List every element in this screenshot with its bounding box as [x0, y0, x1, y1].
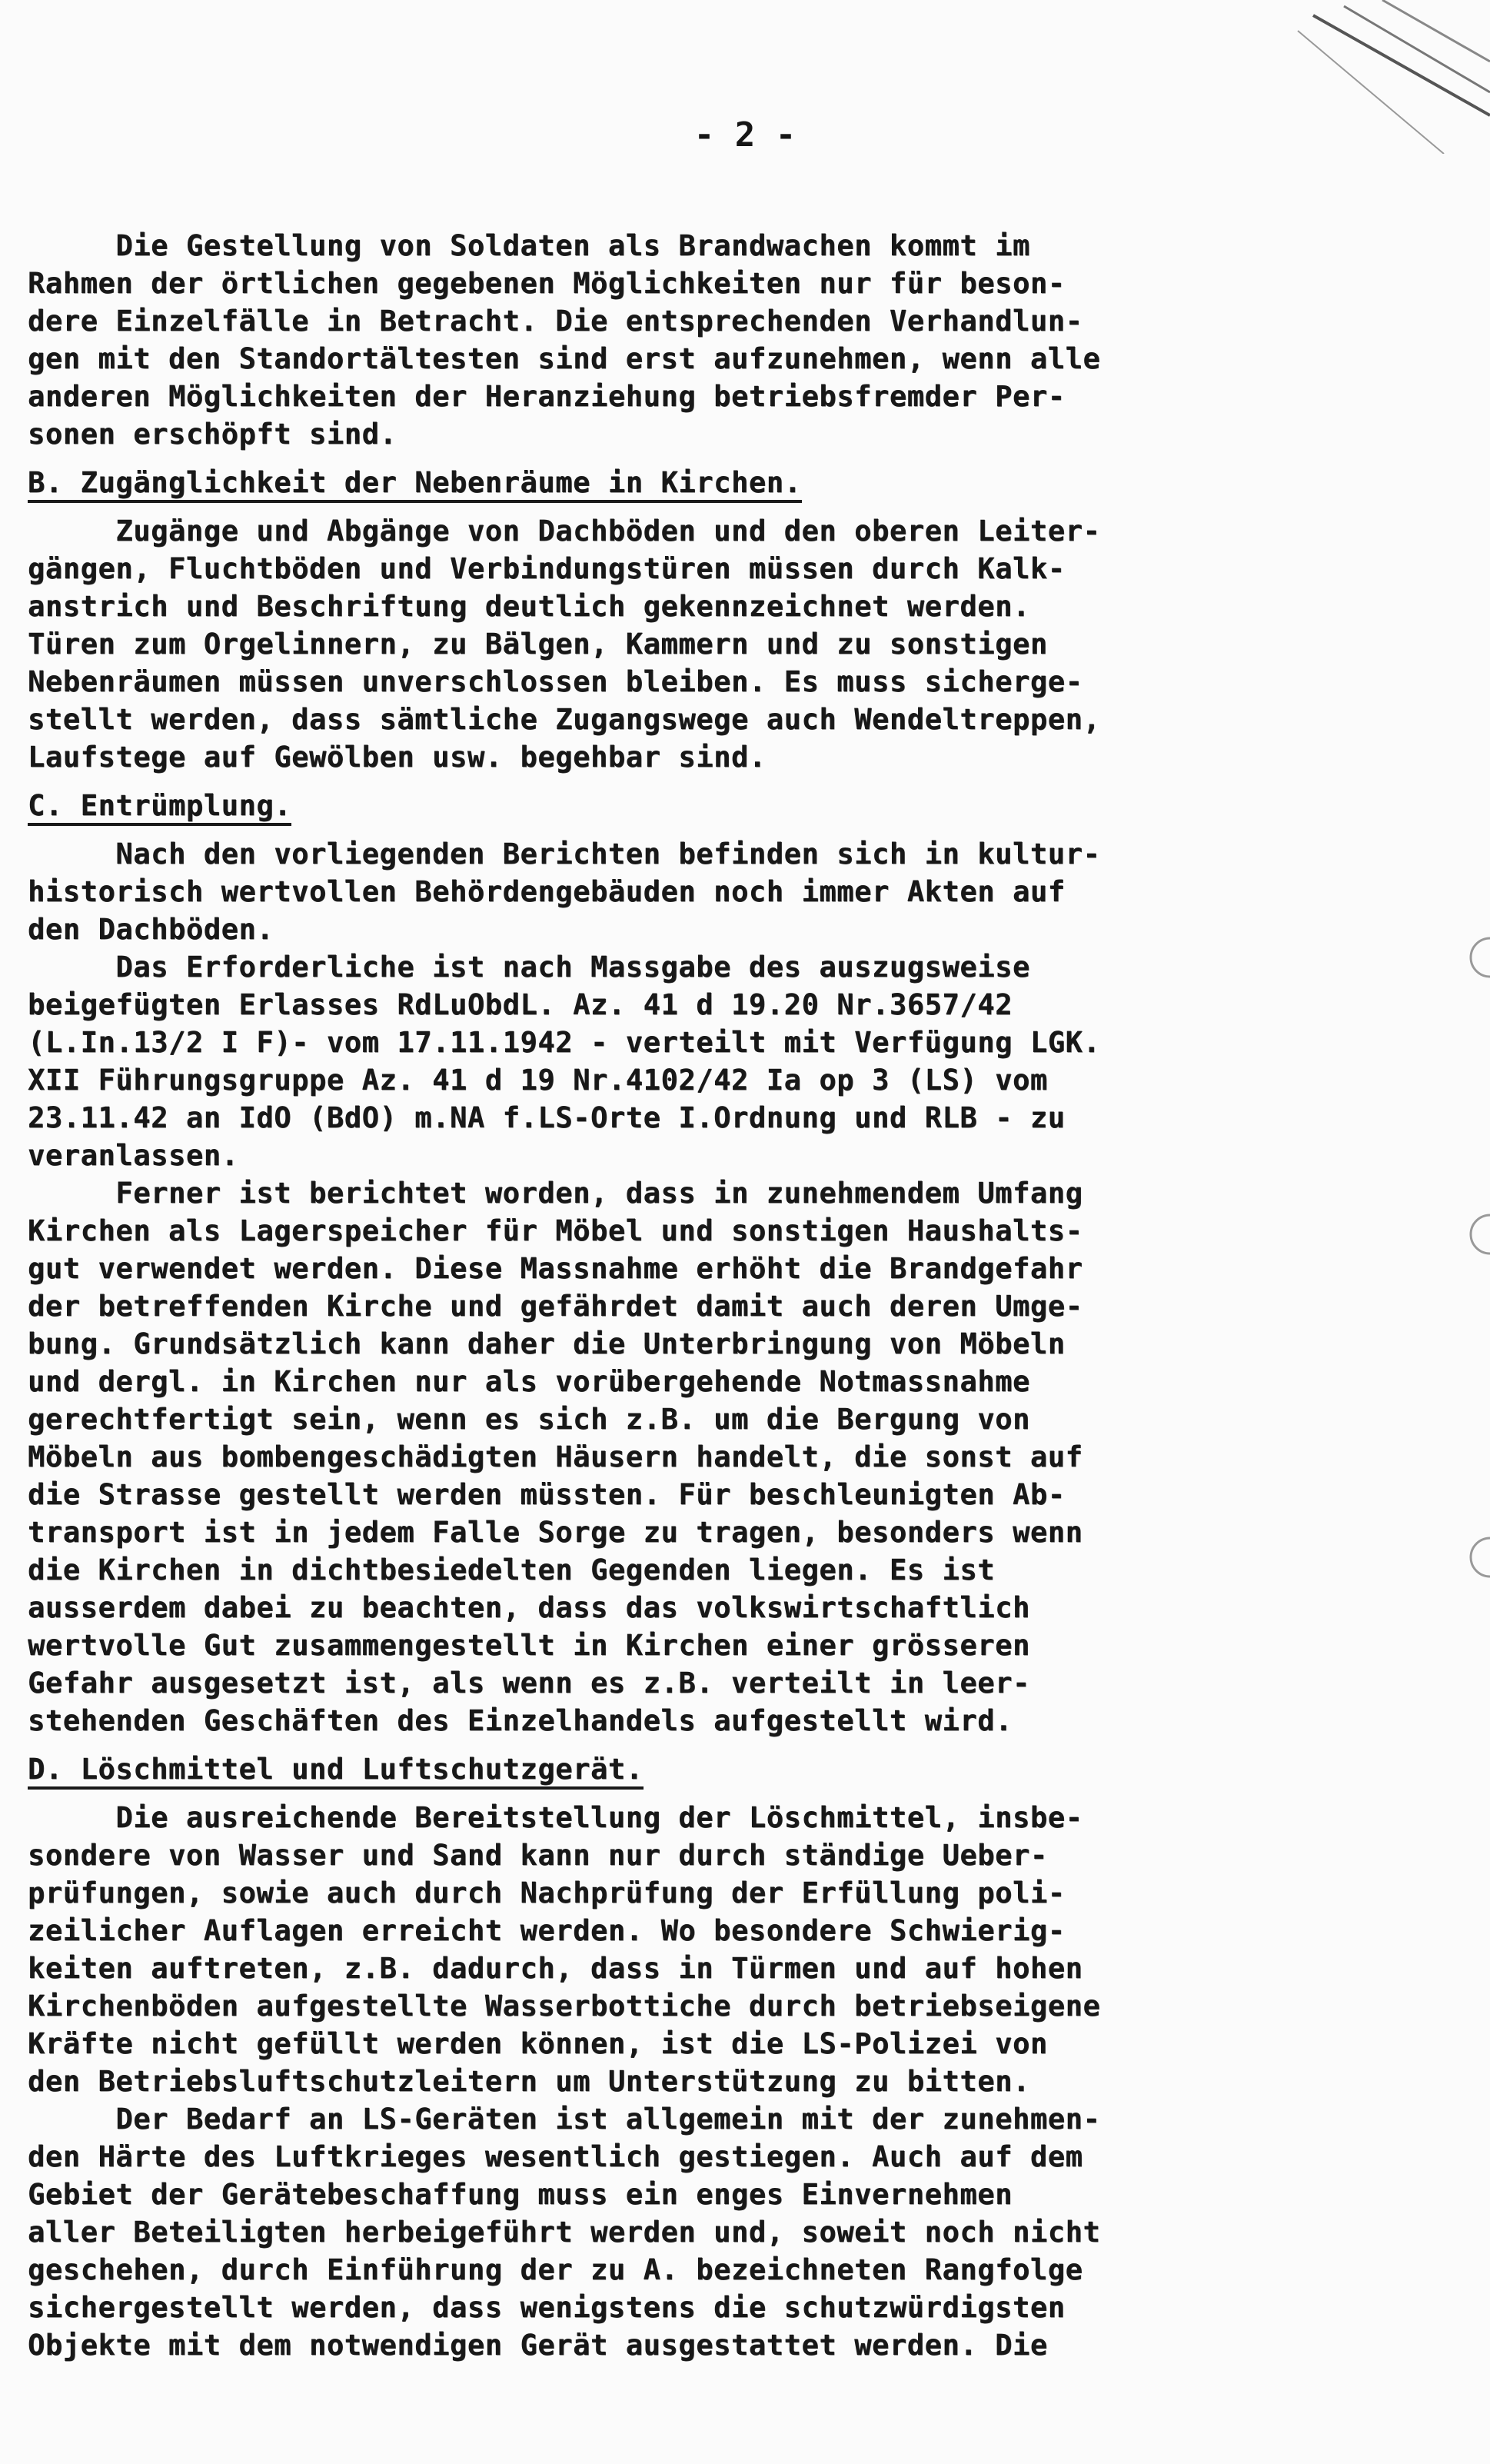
paragraph-line: aller Beteiligten herbeigeführt werden und, soweit noch nicht	[28, 2216, 1101, 2249]
paragraph-line: den Härte des Luftkrieges wesentlich gestiegen. Auch auf dem	[28, 2140, 1083, 2173]
paragraph-line: den Betriebsluftschutzleitern um Unterstützung zu bitten.	[28, 2065, 1030, 2098]
paragraph-line: gängen, Fluchtböden und Verbindungstüren müssen durch Kalk-	[28, 552, 1066, 585]
paragraph-line: veranlassen.	[28, 1139, 239, 1172]
spacer	[28, 453, 1458, 464]
paragraph-line: sondere von Wasser und Sand kann nur durch ständige Ueber-	[28, 1839, 1048, 1872]
paragraph-line: geschehen, durch Einführung der zu A. bezeichneten Rangfolge	[28, 2253, 1083, 2286]
section-heading-row	[28, 1750, 1458, 1788]
paragraph-line: transport ist in jedem Falle Sorge zu tragen, besonders wenn	[28, 1516, 1083, 1549]
paragraph-line: Das Erforderliche ist nach Massgabe des auszugsweise	[28, 951, 1030, 984]
paragraph-line: Zugänge und Abgänge von Dachböden und den oberen Leiter-	[28, 514, 1101, 548]
paragraph-line: Der Bedarf an LS-Geräten ist allgemein mit der zunehmen-	[28, 2103, 1101, 2136]
paragraph-line: die Kirchen in dichtbesiedelten Gegenden liegen. Es ist	[28, 1553, 996, 1587]
paragraph-line: beigefügten Erlasses RdLuObdL. Az. 41 d 19.20 Nr.3657/42	[28, 988, 1013, 1021]
paragraph-line: ausserdem dabei zu beachten, dass das volkswirtschaftlich	[28, 1591, 1030, 1624]
paragraph-line: der betreffenden Kirche und gefährdet damit auch deren Umge-	[28, 1290, 1083, 1323]
spacer	[28, 501, 1458, 512]
spacer	[28, 1740, 1458, 1750]
paragraph-line: wertvolle Gut zusammengestellt in Kirchen einer grösseren	[28, 1629, 1030, 1662]
paragraph-line: gen mit den Standortältesten sind erst aufzunehmen, wenn alle	[28, 342, 1101, 375]
paragraph-line: Nach den vorliegenden Berichten befinden sich in kultur-	[28, 837, 1101, 871]
paragraph-line: den Dachböden.	[28, 913, 274, 946]
section-heading-row	[28, 787, 1458, 824]
paragraph-line: stehenden Geschäften des Einzelhandels aufgestellt wird.	[28, 1704, 1013, 1737]
section-heading-row	[28, 464, 1458, 501]
spacer	[28, 1788, 1458, 1799]
section-heading: B. Zugänglichkeit der Nebenräume in Kirchen.	[28, 466, 802, 503]
paragraph-line: Die Gestellung von Soldaten als Brandwachen kommt im	[28, 229, 1030, 262]
paragraph-line: historisch wertvollen Behördengebäuden noch immer Akten auf	[28, 875, 1066, 908]
paragraph-line: XII Führungsgruppe Az. 41 d 19 Nr.4102/42 Ia op 3 (LS) vom	[28, 1064, 1048, 1097]
paragraph-line: Gebiet der Gerätebeschaffung muss ein enges Einvernehmen	[28, 2178, 1013, 2211]
paragraph-line: Rahmen der örtlichen gegebenen Möglichkeiten nur für beson-	[28, 267, 1066, 300]
paragraph-line: stellt werden, dass sämtliche Zugangswege auch Wendeltreppen,	[28, 703, 1101, 736]
paragraph-line: gerechtfertigt sein, wenn es sich z.B. um die Bergung von	[28, 1403, 1030, 1436]
paragraph-line: keiten auftreten, z.B. dadurch, dass in Türmen und auf hohen	[28, 1952, 1083, 1985]
paragraph-line: Türen zum Orgelinnern, zu Bälgen, Kammern und zu sonstigen	[28, 628, 1048, 661]
paragraph-line: Möbeln aus bombengeschädigten Häusern handelt, die sonst auf	[28, 1440, 1083, 1473]
paragraph-line: sichergestellt werden, dass wenigstens die schutzwürdigsten	[28, 2291, 1066, 2324]
page-number: - 2 -	[693, 115, 797, 155]
paragraph-line: Die ausreichende Bereitstellung der Löschmittel, insbe-	[28, 1801, 1083, 1834]
paragraph-line: Objekte mit dem notwendigen Gerät ausgestattet werden. Die	[28, 2329, 1048, 2362]
spacer	[28, 824, 1458, 835]
paragraph-line: Gefahr ausgesetzt ist, als wenn es z.B. verteilt in leer-	[28, 1667, 1030, 1700]
paragraph-line: gut verwendet werden. Diese Massnahme erhöht die Brandgefahr	[28, 1252, 1083, 1285]
document-body	[28, 227, 1458, 2364]
paragraph-line: Kirchenböden aufgestellte Wasserbottiche durch betriebseigene	[28, 1990, 1101, 2023]
paragraph-line: Laufstege auf Gewölben usw. begehbar sind.	[28, 741, 767, 774]
paragraph-line: 23.11.42 an IdO (BdO) m.NA f.LS-Orte I.Ordnung und RLB - zu	[28, 1101, 1066, 1134]
paragraph-line: zeilicher Auflagen erreicht werden. Wo besondere Schwierig-	[28, 1914, 1066, 1947]
paragraph-line: prüfungen, sowie auch durch Nachprüfung der Erfüllung poli-	[28, 1876, 1066, 1910]
paragraph-line: anderen Möglichkeiten der Heranziehung betriebsfremder Per-	[28, 380, 1066, 413]
paragraph-line: Ferner ist berichtet worden, dass in zunehmendem Umfang	[28, 1177, 1083, 1210]
paragraph-line: dere Einzelfälle in Betracht. Die entsprechenden Verhandlun-	[28, 305, 1083, 338]
paragraph-line: die Strasse gestellt werden müssten. Für beschleunigten Ab-	[28, 1478, 1066, 1511]
paragraph-line: (L.In.13/2 I F)- vom 17.11.1942 - verteilt mit Verfügung LGK.	[28, 1026, 1101, 1059]
paragraph-line: sonen erschöpft sind.	[28, 418, 397, 451]
paragraph-line: Nebenräumen müssen unverschlossen bleiben. Es muss sicherge-	[28, 665, 1083, 698]
section-heading: C. Entrümplung.	[28, 789, 291, 826]
paragraph-line: anstrich und Beschriftung deutlich gekennzeichnet werden.	[28, 590, 1030, 623]
punch-hole-marks	[1467, 907, 1490, 1600]
paragraph-line: und dergl. in Kirchen nur als vorübergehende Notmassnahme	[28, 1365, 1030, 1398]
paragraph-line: Kräfte nicht gefüllt werden können, ist die LS-Polizei von	[28, 2027, 1048, 2060]
paragraph-line: bung. Grundsätzlich kann daher die Unterbringung von Möbeln	[28, 1327, 1066, 1360]
section-heading: D. Löschmittel und Luftschutzgerät.	[28, 1753, 644, 1790]
spacer	[28, 776, 1458, 787]
paragraph-line: Kirchen als Lagerspeicher für Möbel und sonstigen Haushalts-	[28, 1214, 1083, 1247]
